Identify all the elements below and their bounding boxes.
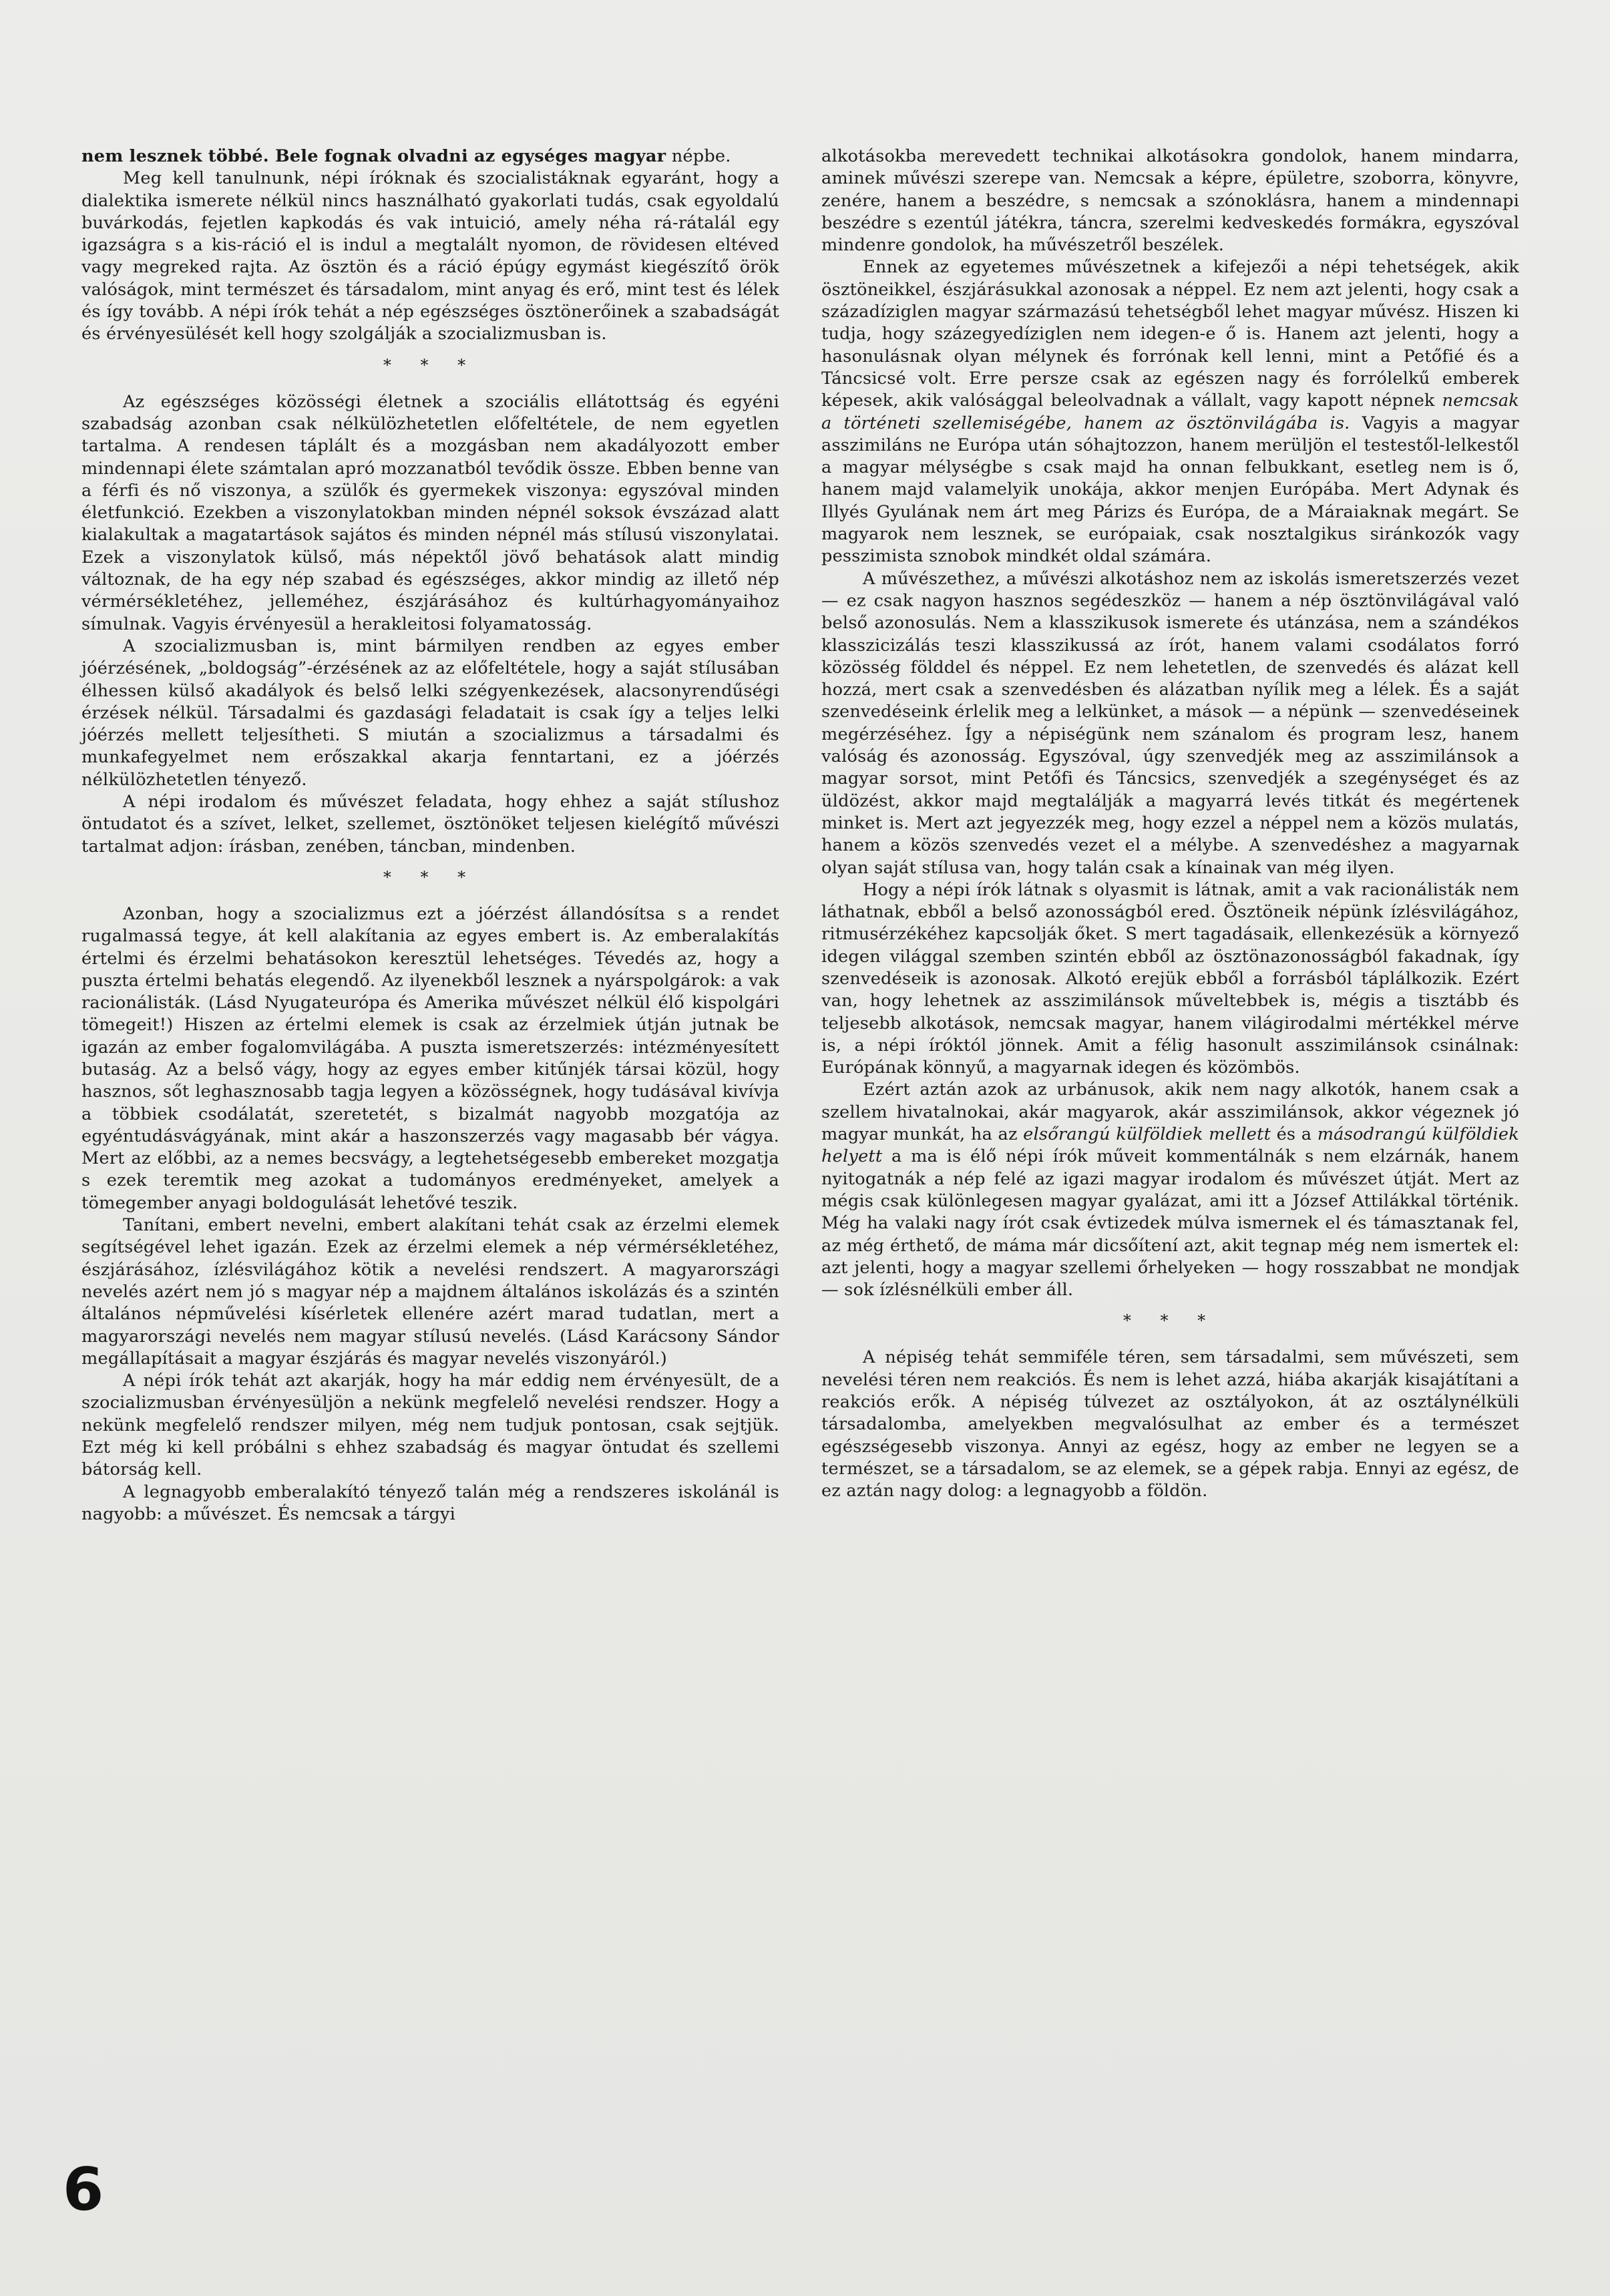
paragraph: A szocializmusban is, mint bármilyen rendben az egyes ember jóérzésének, „boldogság”-érzésének az az előfeltétele, hogy a saját stílusában élhessen külső akadályok és belső lelki szégyenkezések, alacsonyrendűségi érzések nélkül. Társadalmi és gazdasági feladatait is csak így a teljes lelki jóérzés mellett teljesítheti. S miután a szocializmus a társadalmi és munkafegyelmet nem erőszakkal akarja fenntartani, ez a jóérzés nélkülözhetetlen tényező. <box>81 636 779 790</box>
paragraph: A művészethez, a művészi alkotáshoz nem az iskolás ismeretszerzés vezet — ez csak nagyon hasznos segédeszköz — hanem a nép ösztönvilágával való belső azonosulás. Nem a klasszikusok ismerete és utánzása, nem a szándékos klasszicizálás teszi klasszikussá az írót, hanem valami csodálatos forró közösség földdel és néppel. Ez nem lehetetlen, de szenvedés és alázat kell hozzá, mert csak a szenvedésben és alázatban nyílik meg a lélek. És a saját szenvedéseink érlelik meg a lelkünket, a mások — a népünk — szenvedéseinek megérzéséhez. Így a népiségünk nem szánalom és program lesz, hanem valóság és azonosság. Egyszóval, úgy szenvedjék meg az asszimilánsok a magyar sorsot, mint Petőfi és Táncsics, szenvedjék a szegénységet és az üldözést, akkor majd megtalálják a magyarrá levés titkát és megértenek minket is. Mert azt jegyezzék meg, hogy ezzel a néppel nem a közös mulatás, hanem a közös szenvedés vezet el a mélybe. A szenvedéshez a magyarnak olyan saját stílusa van, hogy talán csak a kínainak van még ilyen. <box>821 568 1519 878</box>
section-divider: * * * <box>383 355 478 375</box>
right-text-column <box>821 146 1519 1503</box>
paragraph: A legnagyobb emberalakító tényező talán még a rendszeres iskolánál is nagyobb: a művészet. És nemcsak a tárgyi <box>81 1481 779 1524</box>
paragraph <box>81 146 779 168</box>
text-run: Ezért aztán azok az urbánusok, akik nem nagy alkotók, hanem csak a szellem hivatalnokai, akár magyarok, akár asszimilánsok, akkor végeznek jó magyar munkát, ha az <box>821 1080 1519 1145</box>
paragraph: Azonban, hogy a szocializmus ezt a jóérzést állandósítsa s a rendet rugalmassá tegye, át kell alakítania az egyes embert is. Az emberalakítás értelmi és érzelmi behatásokon keresztül lehetséges. Tévedés az, hogy a puszta értelmi behatás elegendő. Az ilyenekből lesznek a nyárspolgárok: a vak racionálisták. (Lásd Nyugateurópa és Amerika művészet nélkül élő kispolgári tömegeit!) Hiszen az értelmi elemek is csak az érzelmiek útján jutnak be igazán az ember fogalomvilágába. A puszta ismeretszerzés: intézményesített butaság. Az a belső vágy, hogy az egyes ember kitűnjék társai közül, hogy hasznos, sőt leghasznosabb tagja legyen a közösségnek, hogy tudásával kivívja a többiek csodálatát, szeretetét, s bizalmát nagyobb mozgatója az egyéntudásvágyának, mint akár a haszonszerzés vagy magasabb bér vágya. Mert az előbbi, az a nemes becsvágy, a legtehetségesebb embereket mozgatja s ezek teremtik meg azokat a tudományos eredményeket, amelyek a tömegember anyagi boldogulását lehetővé teszik. <box>81 903 779 1213</box>
left-text-column <box>81 146 779 1526</box>
text-run: és a <box>1276 1124 1312 1145</box>
italic-run: elsőrangú külföldiek mellett <box>1023 1124 1271 1145</box>
text-run: a ma is élő népi írók műveit kommentálnák s nem elzárnák, hanem nyitogatnák a nép felé az igazi magyar irodalom és művészet útját. Mert az mégis csak különlegesen magyar gyalázat, ami itt a József Attilákkal történik. Még ha valaki nagy írót csak évtizedek múlva ismernek el és támasztanak fel, az még érthető, de máma már dicsőítení azt, akit tegnap még nem ismertek el: azt jelenti, hogy a magyar szellemi őrhelyeken — hogy rosszabbat ne mondjak — sok ízlésnélküli ember áll. <box>821 1146 1519 1301</box>
paragraph: Meg kell tanulnunk, népi íróknak és szocialistáknak egyaránt, hogy a dialektika ismerete nélkül nincs használható gyakorlati tudás, csak egyoldalú buvárkodás, fejetlen kapkodás és vak intuició, amely néha rá-rátalál egy igazságra s a kis-ráció el is indul a megtalált nyomon, de rövidesen eltéved vagy megreked rajta. Az ösztön és a ráció épúgy egymást kiegészítő örök valóságok, mint természet és társadalom, mint anyag és erő, mint test és lélek és így tovább. A népi írók tehát a nép egészséges ösztönerőinek a szabadságát és érvényesülését kell hogy szolgálják a szocializmusban is. <box>81 168 779 345</box>
bold-continuation: nem lesznek többé. Bele fognak olvadni az egységes magyar <box>81 146 666 166</box>
paragraph: A népi írók tehát azt akarják, hogy ha már eddig nem érvényesült, de a szocializmusban érvényesüljön a nekünk megfelelő nevelési rendszer. Hogy a nekünk megfelelő rendszer milyen, még nem tudjuk pontosan, csak sejtjük. Ezt még ki kell próbálni s ehhez szabadság és magyar öntudat és szellemi bátorság kell. <box>81 1371 779 1480</box>
paragraph: Az egészséges közösségi életnek a szociális ellátottság és egyéni szabadság azonban csak nélkülözhetetlen előfeltétele, de nem egyetlen tartalma. A rendesen táplált és a mozgásban nem akadályozott ember mindennapi élete számtalan apró mozzanatból tevődik össze. Ebben benne van a férfi és nő viszonya, a szülők és gyermekek viszonya: egyszóval minden életfunkció. Ezekben a viszonylatokban minden népnél soksok évszázad alatt kialakultak a magatartások sajátos és minden népnél más stílusú viszonylatai. Ezek a viszonylatok külső, más népektől jövő behatások alatt mindig változnak, de ha egy nép szabad és egészséges, akkor mindig az illető nép vérmérsékletéhez, jelleméhez, észjárásához és kultúrhagyományaihoz símulnak. Vagyis érvényesül a herakleitosi folyamatosság. <box>81 391 779 634</box>
section-divider: * * * <box>383 867 478 887</box>
section-divider: * * * <box>1123 1311 1218 1331</box>
text-run: Vagyis a magyar asszimiláns ne Európa után sóhajtozzon, hanem merüljön el testestől-lelkestől a magyar mélységbe s csak majd ha onnan felbukkant, esetleg nem is ő, hanem majd valamelyik unokája, akkor menjen Európába. Mert Adynak és Illyés Gyulának nem árt meg Párizs és Európa, de a Máraiaknak megárt. Se magyarok nem lesznek, se európaiak, csak nosztalgikus siránkozók vagy pesszimista sznobok mindkét oldal számára. <box>821 413 1519 567</box>
paragraph: alkotásokba merevedett technikai alkotásokra gondolok, hanem mindarra, aminek művészi szerepe van. Nemcsak a képre, épületre, szoborra, könyvre, zenére, hanem a beszédre, s nemcsak a szónoklásra, hanem a mindennapi beszédre s ezentúl játékra, táncra, szerelmi kedveskedés formákra, egyszóval mindenre gondolok, ha művészetről beszélek. <box>821 146 1519 256</box>
paragraph <box>821 1079 1519 1301</box>
text-run: Ennek az egyetemes művészetnek a kifejezői a népi tehetségek, akik ösztöneikkel, észjárásukkal azonosak a néppel. Ez nem azt jelenti, hogy csak a századíziglen magyar származású tehetségből lehet magyar művész. Hiszen ki tudja, hogy százegyedíziglen nem idegen-e ő is. Hanem azt jelenti, hogy a hasonulásnak olyan mélynek és forrónak kell lenni, mint a Petőfié és a Táncsicsé volt. Erre persze csak az egészen nagy és forrólelkű emberek képesek, akik valósággal beleolvadnak a vállalt, vagy kapott népnek <box>821 257 1519 411</box>
paragraph-tail: népbe. <box>671 146 731 166</box>
paragraph: Hogy a népi írók látnak s olyasmit is látnak, amit a vak racionálisták nem láthatnak, ebből a belső azonosságból ered. Ösztöneik népünk ízlésvilágához, ritmusérzékéhez kapcsolják őket. S mert tagadásaik, ellenkezésük a környező idegen világgal szemben szintén ebből az ösztönazonosságból fakadnak, így szenvedéseik is azonosak. Alkotó erejük ebből a forrásból táplálkozik. Ezért van, hogy lehetnek az asszimilánsok műveltebbek is, mégis a tisztább és teljesebb alkotások, nemcsak magyar, hanem világirodalmi mértékkel mérve is, a népi íróktól jönnek. Amit a félig hasonult asszimilánsok csinálnak: Európának könnyű, a magyarnak idegen és közömbös. <box>821 879 1519 1078</box>
paragraph: A népi irodalom és művészet feladata, hogy ehhez a saját stílushoz öntudatot és a szívet, lelket, szellemet, ösztönöket teljesen kielégítő művészi tartalmat adjon: írásban, zenében, táncban, mindenben. <box>81 792 779 857</box>
italic-run: másodrangú külföldiek helyett <box>821 1124 1519 1167</box>
paragraph <box>821 256 1519 567</box>
page-number: 6 <box>63 2155 104 2224</box>
italic-run: nemcsak a történeti szellemiségébe, hanem az ösztönvilágába is. <box>821 391 1519 433</box>
paragraph: A népiség tehát semmiféle téren, sem társadalmi, sem művészeti, sem nevelési téren nem reakciós. És nem is lehet azzá, hiába akarják kisajátítani a reakciós erők. A népiség túlvezet az osztályokon, át az osztálynélküli társadalomba, amelyekben megvalósulhat az ember és a természet egészségesebb viszonya. Annyi az egész, hogy az ember ne legyen se a természet, se a társadalom, se az elemek, se a gépek rabja. Ennyi az egész, de ez aztán nagy dolog: a legnagyobb a földön. <box>821 1347 1519 1502</box>
paragraph: Tanítani, embert nevelni, embert alakítani tehát csak az érzelmi elemek segítségével lehet igazán. Ezek az érzelmi elemek a nép vérmérsékletéhez, észjárásához, ízlésvilágához kötik a nevelési rendszert. A magyarországi nevelés azért nem jó s magyar nép a majdnem általános iskolázás és a szintén általános népművelési kísérletek ellenére azért marad tudatlan, mert a magyarországi nevelés nem magyar stílusú nevelés. (Lásd Karácsony Sándor megállapításait a magyar észjárás és magyar nevelés viszonyáról.) <box>81 1215 779 1369</box>
